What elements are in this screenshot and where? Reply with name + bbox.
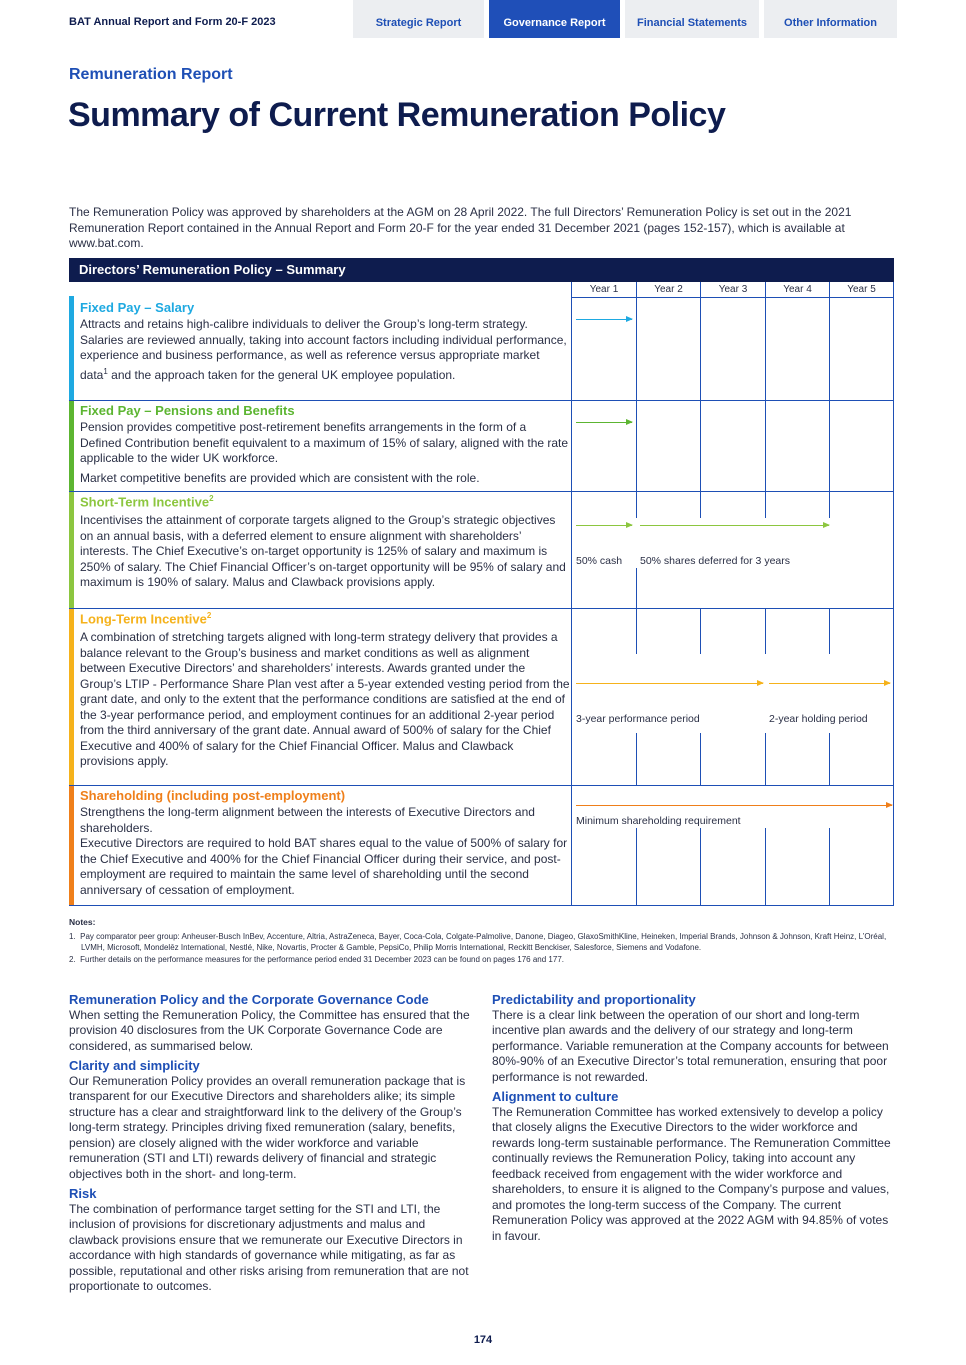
row-color-bar <box>69 401 74 491</box>
notes-title: Notes: <box>69 917 96 927</box>
left-column <box>69 992 477 1295</box>
section-label: Remuneration Report <box>69 66 233 83</box>
divider <box>636 828 637 906</box>
tab-other-information[interactable]: Other Information <box>764 0 897 38</box>
sti-deferred-arrow <box>640 525 829 526</box>
row-title-pensions: Fixed Pay – Pensions and Benefits <box>80 403 295 418</box>
divider <box>636 298 637 518</box>
row-color-bar <box>69 609 74 785</box>
divider <box>829 298 830 518</box>
divider <box>571 298 572 906</box>
notes <box>69 917 899 965</box>
row-desc-lti: A combination of stretching targets aligned with long-term strategy delivery that provides a balance relevant to the Group’s business and market conditions as well as alignment between Executive Directors’ and shareholders’ interests. Awards granted under the Group’s LTIP - Performance Share Plan vest after a 5-year extended vesting period from the grant date, and only to the extent that the performance conditions are satisfied at the end of the 3-year performance period, and employment continues for an additional 2-year period from the third anniversary of the grant date. Annual award of 500% of salary for the Chief Executive and 400% of salary for the Chief Financial Officer. Malus and Clawback provisions apply. <box>80 630 570 768</box>
row-color-bar <box>69 492 74 608</box>
top-navigation <box>0 0 966 38</box>
divider <box>69 491 894 492</box>
divider <box>765 298 766 518</box>
divider <box>69 785 894 786</box>
year-header: Year 3 <box>700 282 765 298</box>
tab-governance-report[interactable]: Governance Report <box>489 0 620 38</box>
row-title-sti: Short-Term Incentive$^2$ <box>80 494 214 510</box>
divider <box>69 400 894 401</box>
heading-predictability: Predictability and proportionality <box>492 992 696 1007</box>
divider <box>69 905 894 906</box>
year-header: Year 2 <box>636 282 700 298</box>
paragraph: The Remuneration Committee has worked extensively to develop a policy that closely aligns the Executive Directors to the wider workforce and rewards long-term sustainable performance. The Remuneration Committee continually reviews the Remuneration Policy, taking into account any feedback received from engagement with the wider workforce and shareholders, to ensure it is aligned to the Company’s purpose and values, and promotes the long-term success of the Company. The current Remuneration Policy was approved at the 2022 AGM with 94.85% of votes in favour. <box>492 1104 891 1243</box>
row-desc-sti: Incentivises the attainment of corporate targets aligned to the Group’s strategic objectives on an annual basis, with a deferred element to ensure alignment with shareholders’ interests. The Chief Executive’s on-target opportunity is 125% of salary and maximum is 250% of salary. The Chief Financial Officer’s on-target opportunity will be 95% of salary and maximum is 190% of salary. Malus and Clawback provisions apply. <box>80 513 566 589</box>
policy-summary-table <box>69 258 894 906</box>
heading-culture: Alignment to culture <box>492 1089 619 1104</box>
page-number: 174 <box>473 1334 493 1346</box>
year-header: Year 5 <box>829 282 894 298</box>
heading-risk: Risk <box>69 1186 97 1201</box>
tab-strategic-report[interactable]: Strategic Report <box>353 0 484 38</box>
row-desc-salary: Attracts and retains high-calibre individuals to deliver the Group’s long-term strategy. Salaries are reviewed annually, taking into account factors including individual performance, experience and business performance, as well as reference versus appropriate market data$^1$ and the approach taken for the general UK employee population. <box>80 317 567 382</box>
divider <box>700 828 701 906</box>
divider <box>829 609 830 654</box>
paragraph: There is a clear link between the operation of our short and long-term incentive plan awards and the delivery of our strategy and long-term performance. Variable remuneration at the Company accounts for between 80%-90% of an Executive Director’s total remuneration, ensuring that poor performance is not rewarded. <box>492 1007 889 1084</box>
divider <box>69 608 894 609</box>
table-title: Directors’ Remuneration Policy – Summary <box>69 258 894 282</box>
salary-arrow <box>576 319 632 320</box>
paragraph: When setting the Remuneration Policy, the Committee has ensured that the provision 40 disclosures from the UK Corporate Governance Code are considered, as summarised below. <box>69 1007 470 1053</box>
row-title-shareholding: Shareholding (including post-employment) <box>80 788 346 803</box>
page-title: Summary of Current Remuneration Policy <box>68 96 726 134</box>
lti-holding-arrow <box>769 683 890 684</box>
row-desc-pensions: Pension provides competitive post-retirement benefits arrangements in the form of a Defined Contribution benefit equivalent to a maximum of 15% of salary, aligned with the rate applicable to the wider UK workforce. Market competitive benefits are provided which are consistent with the role. <box>80 420 569 485</box>
divider <box>700 609 701 654</box>
year-header: Year 4 <box>765 282 829 298</box>
pensions-arrow <box>576 422 632 423</box>
heading-governance-code: Remuneration Policy and the Corporate Governance Code <box>69 992 429 1007</box>
shareholding-arrow <box>576 805 892 806</box>
sti-deferred-label: 50% shares deferred for 3 years <box>640 555 790 567</box>
intro-paragraph: The Remuneration Policy was approved by shareholders at the AGM on 28 April 2022. The full Directors’ Remuneration Policy is set out in the 2021 Remuneration Report contained in the Annual Report and Form 20-F for the year ended 31 December 2021 (pages 152-157), which is available at www.bat.com. <box>69 205 852 250</box>
paragraph: The combination of performance target setting for the STI and LTI, the inclusion of provisions for discretionary adjustments and malus and clawback provisions ensure that we remunerate our Executive Directors in accordance with high standards of governance while mitigating, as far as possible, reputational and other risks arising from remuneration that are not proportionate to outcomes. <box>69 1201 469 1293</box>
right-column <box>492 992 900 1244</box>
row-title-salary: Fixed Pay – Salary <box>80 300 195 315</box>
sti-cash-label: 50% cash <box>576 555 623 567</box>
divider <box>636 568 637 609</box>
divider <box>829 733 830 786</box>
paragraph: Our Remuneration Policy provides an overall remuneration package that is transparent for our Executive Directors and shareholders alike; its simple structure has a clear and straightforward link to the delivery of the Group’s long-term strategy. Principles driving fixed remuneration (salary, benefits, pension) are closely aligned with the wider workforce and variable remuneration (STI and LTI) rewards delivery of financial and strategic objectives both in the short- and long-term. <box>69 1073 466 1181</box>
note-item: 2. Further details on the performance measures for the performance period ended 31 December 2023 can be found on pages 176 and 177. <box>69 954 564 964</box>
row-color-bar <box>69 296 74 400</box>
sti-cash-arrow <box>576 525 632 526</box>
tab-financial-statements[interactable]: Financial Statements <box>625 0 759 38</box>
lti-performance-arrow <box>576 683 763 684</box>
divider <box>636 733 637 786</box>
year-header: Year 1 <box>571 282 636 298</box>
divider <box>829 828 830 906</box>
row-desc-shareholding: Strengthens the long-term alignment between the interests of Executive Directors and shareholders. Executive Directors are required to hold BAT shares equal to the value of 500% of salary for the Chief Executive and 400% for the Chief Financial Officer during their service, and post-employment are required to maintain the same level of shareholding until the second anniversary of cessation of employment. <box>80 805 568 897</box>
divider <box>765 609 766 654</box>
divider <box>700 298 701 518</box>
divider <box>765 828 766 906</box>
divider <box>571 297 894 298</box>
divider <box>893 298 894 906</box>
divider <box>765 733 766 786</box>
lti-holding-label: 2-year holding period <box>769 713 868 725</box>
divider <box>700 733 701 786</box>
row-title-lti: Long-Term Incentive$^2$ <box>80 611 212 627</box>
note-item: 1. Pay comparator peer group: Anheuser-Busch InBev, Accenture, Altria, AstraZeneca, Bayer, Coca-Cola, Colgate-Palmolive, Danone, Diageo, GlaxoSmithKline, Heineken, Imperial Brands, Johnson & Johnson, Kraft Heinz, L’Oréal, LVMH, Microsoft, Mondelēz International, Nestlé, Nike, Novartis, Procter & Gamble, PepsiCo, Philip Morris International, Reckitt Benckiser, Salesforce, Siemens and Vodafone. <box>69 931 887 952</box>
lti-performance-label: 3-year performance period <box>576 713 700 725</box>
row-color-bar <box>69 786 74 905</box>
document-title: BAT Annual Report and Form 20-F 2023 <box>69 16 276 28</box>
shareholding-label: Minimum shareholding requirement <box>576 815 741 827</box>
heading-clarity: Clarity and simplicity <box>69 1058 200 1073</box>
divider <box>636 609 637 654</box>
